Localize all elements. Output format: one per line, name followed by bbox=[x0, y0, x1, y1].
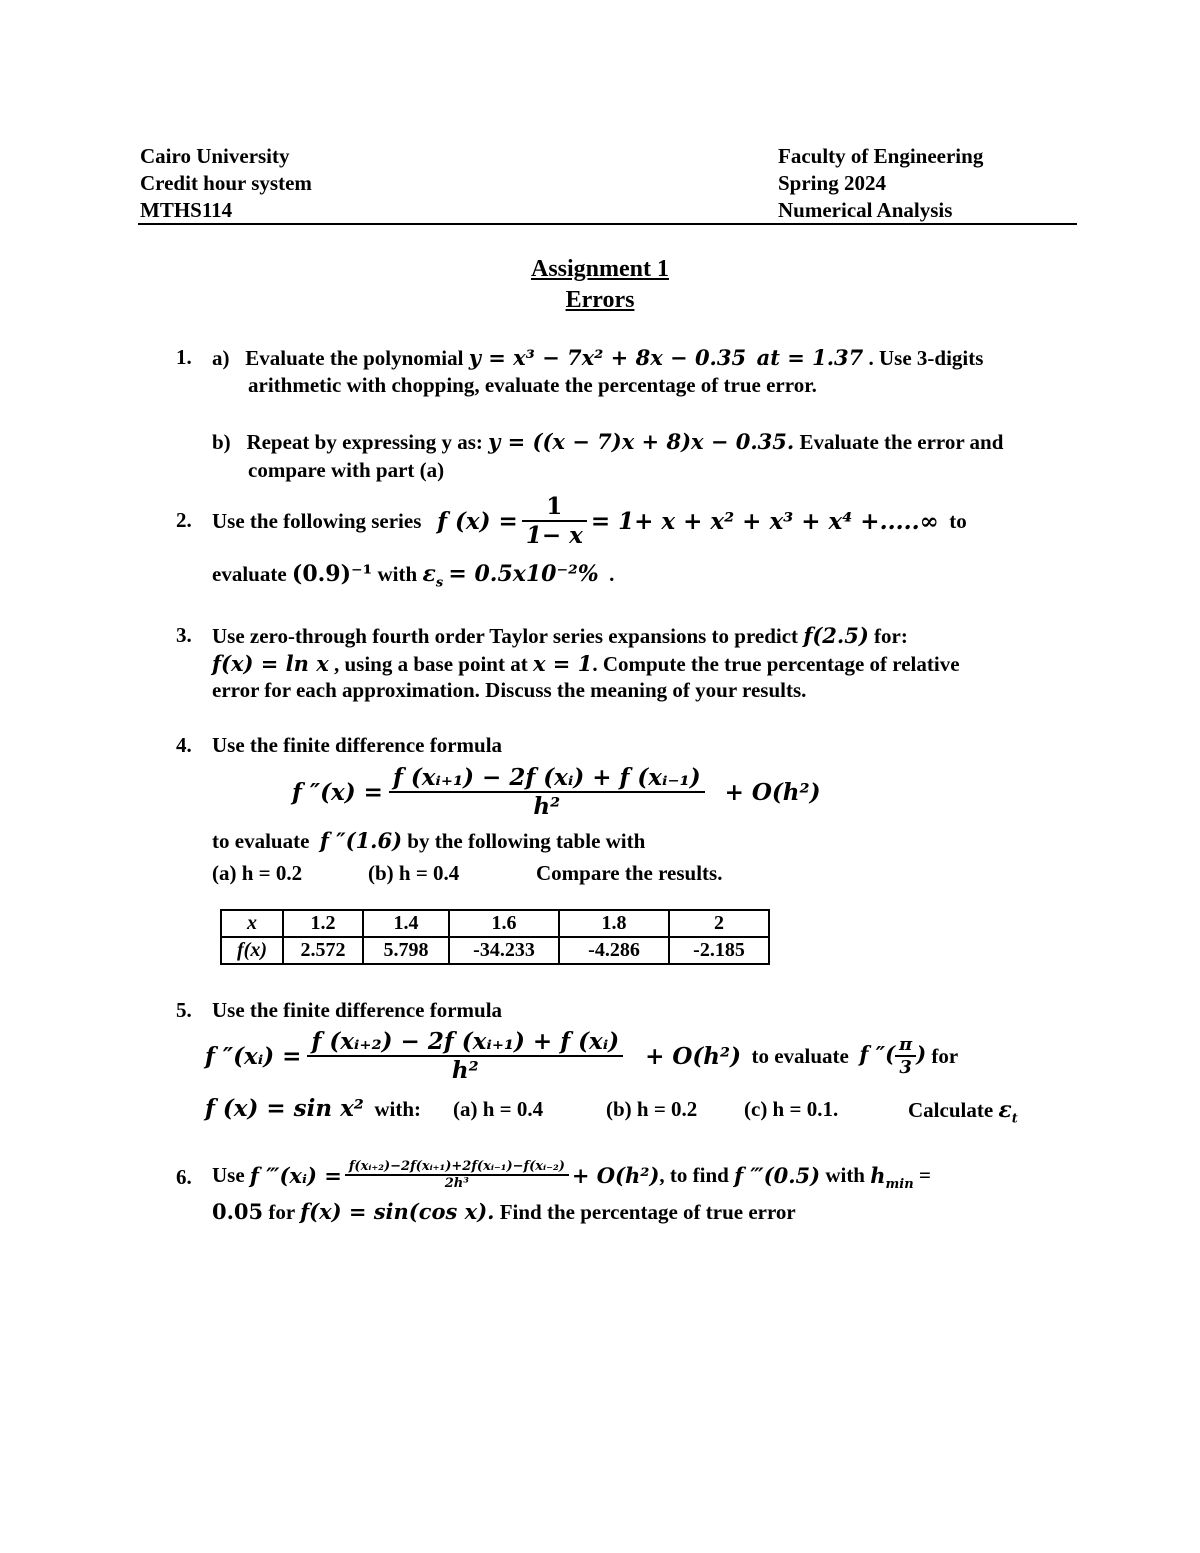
q5-with: with: bbox=[374, 1097, 422, 1121]
q6-h-value: 0.05 bbox=[212, 1199, 264, 1224]
course-name: Numerical Analysis bbox=[778, 198, 953, 222]
table-row bbox=[221, 937, 769, 964]
faculty-name: Faculty of Engineering bbox=[778, 144, 984, 168]
q6-to-find: , to find bbox=[659, 1162, 729, 1187]
q1a-text2: . Use 3-digits bbox=[868, 346, 984, 370]
q6-lhs: f ‴(xᵢ) = bbox=[249, 1162, 342, 1188]
q4-data-table bbox=[220, 909, 770, 965]
q2-line1 bbox=[212, 487, 967, 555]
q3-line3: error for each approximation. Discuss the meaning of your results. bbox=[212, 678, 807, 702]
q2-frac-num: 1 bbox=[546, 493, 563, 520]
q6-number: 6. bbox=[176, 1165, 192, 1189]
q1b-text: Repeat by expressing y as: bbox=[246, 430, 483, 454]
q6-frac-den: 2h³ bbox=[345, 1174, 569, 1191]
q5-formula bbox=[205, 1023, 958, 1089]
q2-evaluate: evaluate bbox=[212, 562, 287, 586]
header-right bbox=[778, 143, 983, 224]
q5-function: f (x) = sin x² bbox=[205, 1095, 364, 1122]
q1b-text2: Evaluate the error and bbox=[799, 430, 1004, 454]
q2-series: = 1+ x + x² + x³ + x⁴ +.....∞ bbox=[590, 507, 939, 535]
table-cell: x bbox=[221, 910, 283, 937]
table-cell: 1.6 bbox=[449, 910, 559, 937]
q3-text3: . Compute the true percentage of relative bbox=[592, 652, 960, 676]
q3-text2: , using a base point at bbox=[333, 652, 528, 676]
q3-line1 bbox=[212, 623, 908, 649]
q6-line1 bbox=[212, 1149, 931, 1201]
header-left bbox=[140, 143, 312, 224]
q6-hmin: $h_{min}$ bbox=[870, 1162, 914, 1192]
table-cell: 5.798 bbox=[363, 937, 449, 964]
q2-text: Use the following series bbox=[212, 508, 422, 533]
q3-text1: Use zero-through fourth order Taylor series expansions to predict bbox=[212, 624, 799, 648]
q1-number: 1. bbox=[176, 345, 192, 369]
table-cell: 1.2 bbox=[283, 910, 363, 937]
q5-epsilon: $\varepsilon_t$ bbox=[998, 1097, 1018, 1127]
table-cell: 1.4 bbox=[363, 910, 449, 937]
assignment-subtitle: Errors bbox=[565, 287, 635, 313]
table-cell: -2.185 bbox=[669, 937, 769, 964]
q4-order: + O(h²) bbox=[724, 778, 821, 806]
q4-target: f ″(1.6) bbox=[319, 828, 403, 853]
assignment-title: Assignment 1 bbox=[530, 256, 669, 282]
q6-with: with bbox=[825, 1162, 865, 1187]
q1a-point: at = 1.37 bbox=[756, 345, 864, 370]
q3-target: f(2.5) bbox=[803, 623, 869, 648]
q5-lhs: f ″(xᵢ) = bbox=[205, 1042, 302, 1070]
q4-fraction bbox=[389, 764, 705, 820]
q1b-expression: y = ((x − 7)x + 8)x − 0.35. bbox=[488, 429, 795, 454]
q6-eq: = bbox=[918, 1162, 931, 1187]
q5-target: f ″( $\frac{\pi}{3}$ ) bbox=[859, 1034, 927, 1078]
q6-use: Use bbox=[212, 1162, 245, 1187]
q1b-line2: compare with part (a) bbox=[248, 458, 445, 482]
table-cell: -34.233 bbox=[449, 937, 559, 964]
q2-line2 bbox=[212, 561, 615, 591]
q1a-line2: arithmetic with chopping, evaluate the percentage of true error. bbox=[248, 373, 817, 397]
q4-frac-num: f (xᵢ₊₁) − 2f (xᵢ) + f (xᵢ₋₁) bbox=[392, 764, 701, 791]
q6-function: f(x) = sin(cos x). bbox=[300, 1199, 495, 1224]
q2-epsilon: $\varepsilon_s$ bbox=[422, 561, 444, 591]
q5-line3 bbox=[205, 1095, 421, 1122]
q4-case-b: (b) h = 0.4 bbox=[368, 861, 460, 885]
semester: Spring 2024 bbox=[778, 171, 886, 195]
q6-line2 bbox=[212, 1199, 796, 1225]
q3-for: for: bbox=[874, 624, 908, 648]
q4-text2: by the following table with bbox=[407, 829, 646, 853]
course-code: MTHS114 bbox=[140, 198, 233, 222]
q5-fraction bbox=[307, 1028, 623, 1084]
credit-system: Credit hour system bbox=[140, 171, 312, 195]
q4-text1: to evaluate bbox=[212, 829, 310, 853]
q5-case-a: (a) h = 0.4 bbox=[453, 1097, 544, 1121]
table-row bbox=[221, 910, 769, 937]
q2-fraction bbox=[522, 493, 587, 549]
q5-to-evaluate: to evaluate bbox=[751, 1043, 849, 1068]
q3-base-point: x = 1 bbox=[532, 651, 593, 676]
q5-frac-num: f (xᵢ₊₂) − 2f (xᵢ₊₁) + f (xᵢ) bbox=[311, 1028, 620, 1055]
q6-order: + O(h²) bbox=[571, 1162, 660, 1188]
q2-frac-den: 1− x bbox=[522, 520, 587, 549]
q6-target: f ‴(0.5) bbox=[734, 1162, 821, 1188]
q3-number: 3. bbox=[176, 623, 192, 647]
q1a-polynomial: y = x³ − 7x² + 8x − 0.35 bbox=[468, 345, 747, 370]
university-name: Cairo University bbox=[140, 144, 290, 168]
q2-value: (0.9)⁻¹ bbox=[291, 561, 373, 587]
q5-frac-den: h² bbox=[307, 1055, 623, 1084]
q5-order: + O(h²) bbox=[645, 1042, 741, 1070]
q2-end: . bbox=[609, 562, 615, 586]
q1a-label: a) bbox=[212, 346, 230, 370]
q6-fraction bbox=[345, 1159, 569, 1191]
q4-compare: Compare the results. bbox=[536, 861, 723, 885]
q4-number: 4. bbox=[176, 733, 192, 757]
table-cell: 1.8 bbox=[559, 910, 669, 937]
q6-end: Find the percentage of true error bbox=[499, 1200, 796, 1224]
q2-with: with bbox=[377, 562, 418, 586]
q5-case-b: (b) h = 0.2 bbox=[606, 1097, 698, 1121]
q4-frac-den: h² bbox=[389, 791, 705, 820]
q1b-line1 bbox=[212, 429, 1003, 455]
q4-intro: Use the finite difference formula bbox=[212, 733, 503, 757]
q1b-label: b) bbox=[212, 430, 231, 454]
q3-function: f(x) = ln x bbox=[212, 651, 329, 676]
q1a-line1 bbox=[212, 345, 983, 371]
q4-lhs: f ″(x) = bbox=[292, 778, 383, 806]
q1a-text: Evaluate the polynomial bbox=[245, 346, 464, 370]
q4-line2 bbox=[212, 828, 645, 854]
q2-to: to bbox=[949, 508, 967, 533]
table-cell: 2.572 bbox=[283, 937, 363, 964]
q5-case-c: (c) h = 0.1. bbox=[744, 1097, 839, 1121]
q2-tolerance: = 0.5x10⁻²% bbox=[448, 561, 599, 587]
q4-case-a: (a) h = 0.2 bbox=[212, 861, 303, 885]
table-cell: -4.286 bbox=[559, 937, 669, 964]
q4-formula bbox=[292, 759, 820, 825]
table-cell: 2 bbox=[669, 910, 769, 937]
q5-calculate: Calculate $\varepsilon_t$ bbox=[908, 1097, 1018, 1127]
q5-intro: Use the finite difference formula bbox=[212, 998, 503, 1022]
header-divider bbox=[138, 223, 1077, 225]
q2-fx: f (x) = bbox=[437, 507, 518, 535]
q2-number: 2. bbox=[176, 508, 192, 532]
q5-for: for bbox=[931, 1043, 959, 1068]
q6-for: for bbox=[268, 1200, 295, 1224]
q5-number: 5. bbox=[176, 998, 192, 1022]
q6-frac-num: f(xᵢ₊₂)−2f(xᵢ₊₁)+2f(xᵢ₋₁)−f(xᵢ₋₂) bbox=[348, 1159, 565, 1174]
q3-line2 bbox=[212, 651, 960, 677]
table-cell: f(x) bbox=[221, 937, 283, 964]
